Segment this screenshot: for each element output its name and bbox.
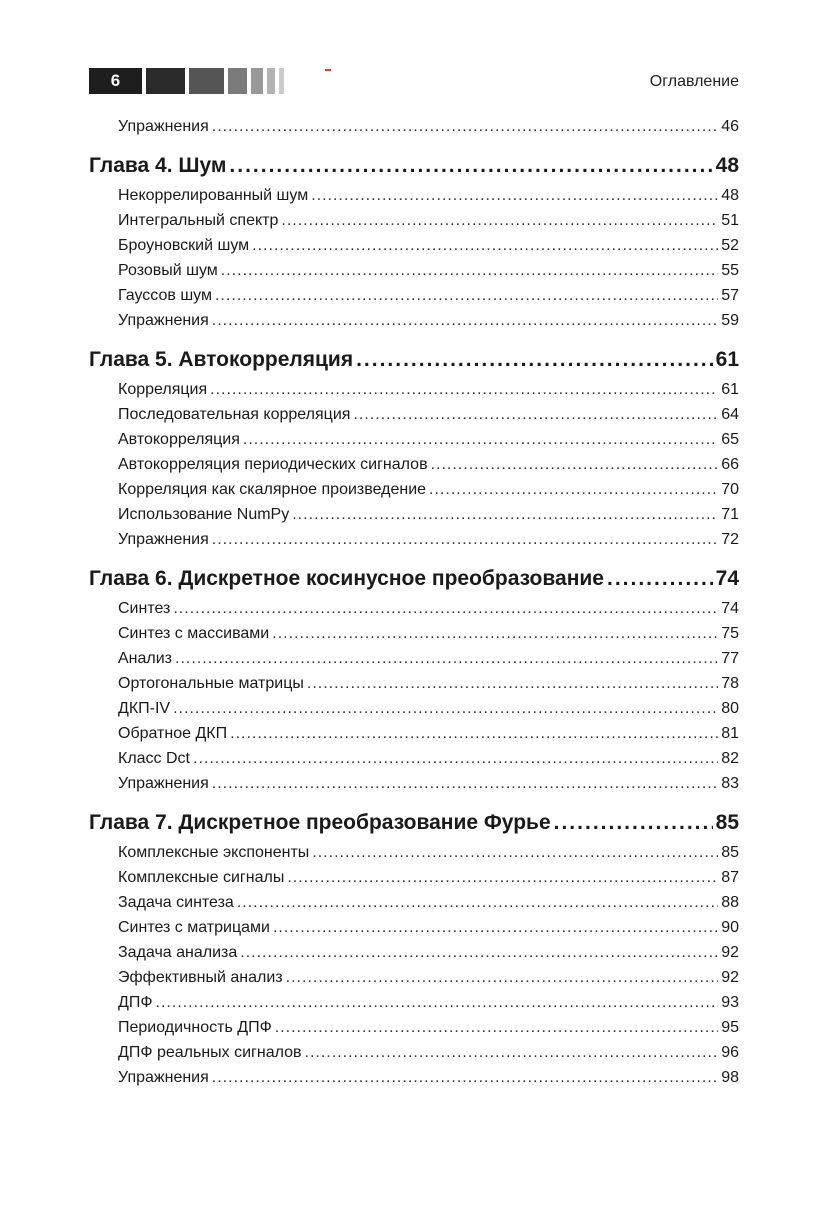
toc-section-entry [89,1065,739,1090]
page-ref: 82 [721,750,739,767]
page-ref: 71 [721,506,739,523]
dot-leader [156,990,719,1015]
toc-section-entry [89,940,739,965]
dot-leader [210,377,718,402]
header-decor-block [228,68,247,94]
section-title: Упражнения [118,775,209,792]
section-title: Корреляция [118,381,208,398]
dot-leader [173,696,718,721]
header-decor-block [251,68,263,94]
page-ref: 51 [721,212,739,229]
page-ref: 78 [721,675,739,692]
dot-leader [286,965,719,990]
page-ref: 48 [721,187,739,204]
toc-section-entry [89,865,739,890]
toc-chapter-entry [89,565,739,593]
dot-leader [311,183,718,208]
toc-section-entry [89,696,739,721]
page-ref: 87 [721,869,739,886]
page-ref: 52 [721,237,739,254]
page-ref: 80 [721,700,739,717]
toc-section-entry [89,621,739,646]
chapter-title: Глава 4. Шум [89,154,227,177]
toc-section-entry [89,427,739,452]
section-title: ДПФ реальных сигналов [118,1044,302,1061]
running-title: Оглавление [649,73,739,90]
section-title: Упражнения [118,531,209,548]
dot-leader [229,152,712,180]
dot-leader [431,452,719,477]
toc-section-entry [89,915,739,940]
toc-section-entry [89,208,739,233]
toc-section-entry [89,965,739,990]
section-title: Задача анализа [118,944,238,961]
toc-section-entry [89,671,739,696]
section-title: Класс Dct [118,750,190,767]
dot-leader [312,840,718,865]
section-title: Эффективный анализ [118,969,283,986]
section-title: ДПФ [118,994,153,1011]
page-ref: 98 [721,1069,739,1086]
page-number: 6 [89,68,142,94]
section-title: Розовый шум [118,262,218,279]
dot-leader [175,646,718,671]
toc-section-entry [89,233,739,258]
dot-leader [230,721,718,746]
section-title: Гауссов шум [118,287,212,304]
page-ref: 95 [721,1019,739,1036]
toc-chapter-entry [89,809,739,837]
toc-chapter-entry [89,346,739,374]
section-title: Периодичность ДПФ [118,1019,272,1036]
dot-leader [212,771,718,796]
toc-section-entry [89,183,739,208]
section-title: Синтез с матрицами [118,919,270,936]
toc-section-entry [89,746,739,771]
toc-section-entry [89,283,739,308]
toc-section-entry [89,596,739,621]
dot-leader [237,890,718,915]
page-ref: 64 [721,406,739,423]
dot-leader [356,346,713,374]
page-ref: 65 [721,431,739,448]
section-title: Использование NumPy [118,506,290,523]
toc-section-entry [89,377,739,402]
dot-leader [305,1040,719,1065]
dot-leader [212,527,718,552]
page-ref: 57 [721,287,739,304]
table-of-contents [89,114,739,1090]
dot-leader [252,233,718,258]
section-title: Ортогональные матрицы [118,675,304,692]
section-title: Интегральный спектр [118,212,279,229]
page-ref: 92 [721,944,739,961]
header-red-mark [325,69,331,71]
dot-leader [240,940,718,965]
toc-section-entry [89,1015,739,1040]
section-title: Последовательная корреляция [118,406,351,423]
dot-leader [353,402,718,427]
chapter-title: Глава 6. Дискретное косинусное преобразование [89,567,604,590]
page-ref: 55 [721,262,739,279]
toc-section-entry [89,840,739,865]
dot-leader [607,565,713,593]
section-title: Комплексные сигналы [118,869,285,886]
section-title: Корреляция как скалярное произведение [118,481,427,498]
dot-leader [281,208,718,233]
header-decor-block [267,68,275,94]
header-decor-block [189,68,224,94]
toc-section-entry [89,308,739,333]
dot-leader [307,671,718,696]
toc-section-entry [89,990,739,1015]
toc-section-entry [89,890,739,915]
page-ref: 81 [721,725,739,742]
dot-leader [221,258,718,283]
page-ref: 83 [721,775,739,792]
section-title: Задача синтеза [118,894,234,911]
page-ref: 96 [721,1044,739,1061]
toc-section-entry [89,646,739,671]
dot-leader [243,427,718,452]
section-title: Обратное ДКП [118,725,228,742]
section-title: Упражнения [118,1069,209,1086]
section-title: ДКП-IV [118,700,171,717]
section-title: Анализ [118,650,173,667]
toc-section-entry [89,477,739,502]
section-title: Упражнения [118,118,209,135]
section-title: Комплексные экспоненты [118,844,310,861]
page-ref: 85 [715,811,739,834]
header-decor-block [146,68,185,94]
dot-leader [275,1015,718,1040]
toc-section-entry [89,1040,739,1065]
section-title: Некоррелированный шум [118,187,309,204]
toc-section-entry [89,721,739,746]
dot-leader [212,1065,718,1090]
chapter-title: Глава 5. Автокорреляция [89,348,354,371]
dot-leader [212,114,718,139]
dot-leader [429,477,718,502]
dot-leader [272,621,718,646]
page-header [89,68,739,94]
page-ref: 48 [715,154,739,177]
header-decor-block [279,68,284,94]
page-ref: 90 [721,919,739,936]
toc-section-entry [89,452,739,477]
dot-leader [273,915,718,940]
dot-leader [193,746,718,771]
toc-section-entry [89,258,739,283]
toc-section-entry [89,402,739,427]
page-ref: 77 [721,650,739,667]
page-ref: 59 [721,312,739,329]
page-ref: 72 [721,531,739,548]
page-ref: 85 [721,844,739,861]
section-title: Автокорреляция [118,431,240,448]
section-title: Синтез с массивами [118,625,270,642]
dot-leader [554,809,713,837]
dot-leader [287,865,718,890]
dot-leader [215,283,718,308]
page-ref: 92 [721,969,739,986]
section-title: Синтез [118,600,171,617]
toc-chapter-entry [89,152,739,180]
page-ref: 61 [715,348,739,371]
section-title: Автокорреляция периодических сигналов [118,456,428,473]
page-ref: 88 [721,894,739,911]
chapter-title: Глава 7. Дискретное преобразование Фурье [89,811,551,834]
page-ref: 75 [721,625,739,642]
page-ref: 66 [721,456,739,473]
page-ref: 46 [721,118,739,135]
toc-section-entry [89,527,739,552]
page-ref: 70 [721,481,739,498]
toc-section-entry [89,771,739,796]
toc-section-entry [89,502,739,527]
dot-leader [212,308,718,333]
toc-section-entry [89,114,739,139]
section-title: Упражнения [118,312,209,329]
page-ref: 93 [721,994,739,1011]
page-ref: 74 [721,600,739,617]
section-title: Броуновский шум [118,237,250,254]
page-ref: 74 [715,567,739,590]
page-ref: 61 [721,381,739,398]
dot-leader [173,596,718,621]
dot-leader [292,502,718,527]
